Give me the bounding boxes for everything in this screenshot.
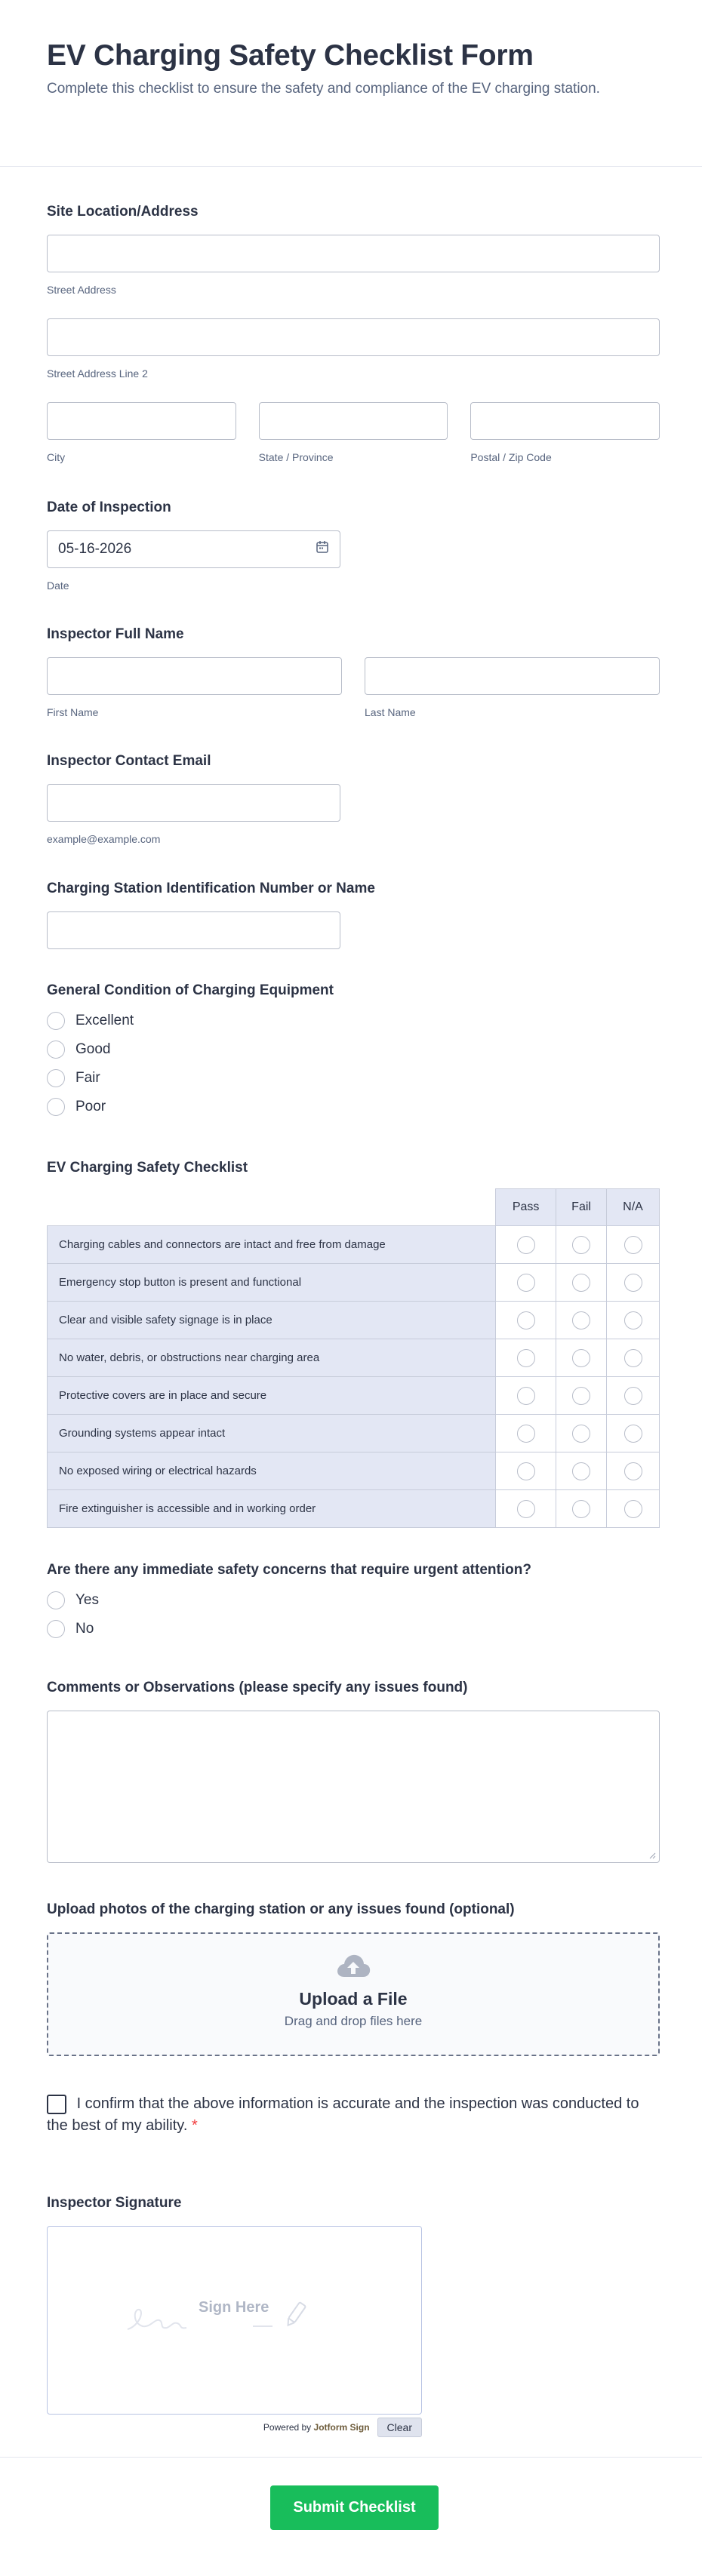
matrix-cell[interactable] [607,1302,660,1339]
matrix-body [48,1226,660,1528]
matrix-radio[interactable] [624,1236,642,1254]
street-address-line2-input[interactable] [47,318,660,356]
matrix-cell[interactable] [496,1452,556,1490]
matrix-cell[interactable] [556,1264,607,1302]
matrix-radio[interactable] [572,1311,590,1329]
state-input[interactable] [259,402,448,440]
matrix-cell[interactable] [496,1377,556,1415]
street-address-sublabel: Street Address [47,284,116,296]
calendar-icon[interactable] [316,540,329,558]
sign-here-placeholder: Sign Here [199,2299,269,2316]
matrix-row [48,1415,660,1452]
consent-field [47,2093,660,2137]
matrix-question: Clear and visible safety signage is in place [48,1302,496,1339]
form-footer [0,2457,702,2576]
zip-sublabel: Postal / Zip Code [470,451,552,463]
email-label: Inspector Contact Email [47,753,211,769]
signature-footer [47,2418,422,2437]
concerns-field [47,1560,660,1643]
name-row [47,657,660,719]
matrix-cell[interactable] [556,1415,607,1452]
matrix-row [48,1490,660,1528]
matrix-row [48,1377,660,1415]
matrix-header-na: N/A [607,1189,660,1226]
checklist-matrix [47,1188,660,1528]
matrix-cell[interactable] [496,1302,556,1339]
matrix-radio[interactable] [624,1462,642,1480]
radio-label-fair: Fair [75,1070,100,1086]
matrix-header-blank [48,1189,496,1226]
matrix-radio[interactable] [517,1274,535,1292]
matrix-cell[interactable] [496,1415,556,1452]
matrix-question: No water, debris, or obstructions near charging area [48,1339,496,1377]
matrix-radio[interactable] [624,1387,642,1405]
powered-by [263,2422,370,2433]
last-name-sublabel: Last Name [365,706,416,718]
form-header [0,0,702,167]
station-id-field [47,879,660,949]
first-name-sublabel: First Name [47,706,99,718]
email-sublabel: example@example.com [47,833,161,845]
matrix-radio[interactable] [624,1349,642,1367]
first-name-input[interactable] [47,657,342,695]
matrix-radio[interactable] [572,1387,590,1405]
radio-excellent[interactable] [47,1012,65,1030]
matrix-radio[interactable] [572,1462,590,1480]
powered-brand: Jotform Sign [313,2422,370,2433]
street-address-input[interactable] [47,235,660,272]
powered-prefix: Powered by [263,2422,312,2433]
required-mark: * [191,2117,198,2134]
matrix-question: Protective covers are in place and secure [48,1377,496,1415]
matrix-radio[interactable] [572,1236,590,1254]
matrix-cell[interactable] [496,1264,556,1302]
checklist-field [47,1158,660,1528]
concerns-option-no[interactable] [47,1615,660,1643]
consent-text: I confirm that the above information is accurate and the inspection was conducted to the best of my ability. [47,2095,639,2134]
address-label: Site Location/Address [47,204,199,220]
matrix-header-pass: Pass [496,1189,556,1226]
comments-field [47,1678,660,1863]
matrix-cell[interactable] [496,1226,556,1264]
signature-label: Inspector Signature [47,2195,182,2211]
matrix-cell[interactable] [496,1490,556,1528]
matrix-cell[interactable] [607,1264,660,1302]
matrix-row [48,1226,660,1264]
condition-option-good[interactable] [47,1035,660,1064]
condition-option-excellent[interactable] [47,1007,660,1035]
concerns-options [47,1586,660,1643]
form-subtitle: Complete this checklist to ensure the safety and compliance of the EV charging station. [47,81,600,97]
zip-input[interactable] [470,402,660,440]
matrix-cell[interactable] [556,1452,607,1490]
city-sublabel: City [47,451,66,463]
submit-button[interactable]: Submit Checklist [270,2485,439,2530]
matrix-radio[interactable] [572,1349,590,1367]
matrix-radio[interactable] [517,1387,535,1405]
matrix-header-row [48,1189,660,1226]
clear-signature-button[interactable]: Clear [377,2418,422,2437]
date-value: 05-16-2026 [58,541,132,557]
matrix-cell[interactable] [556,1339,607,1377]
matrix-radio[interactable] [624,1500,642,1518]
radio-label-poor: Poor [75,1099,106,1114]
matrix-cell[interactable] [607,1490,660,1528]
city-group [47,402,236,464]
matrix-cell[interactable] [556,1377,607,1415]
street-address-line2-sublabel: Street Address Line 2 [47,367,148,380]
signature-field [47,2193,660,2437]
comments-label: Comments or Observations (please specify any issues found) [47,1680,468,1695]
city-state-zip-row [47,402,660,464]
matrix-cell[interactable] [607,1377,660,1415]
station-id-label: Charging Station Identification Number or Name [47,881,375,896]
form-title: EV Charging Safety Checklist Form [47,39,534,72]
state-group [259,402,448,464]
matrix-row [48,1302,660,1339]
first-name-group [47,657,342,719]
matrix-radio[interactable] [624,1425,642,1443]
condition-field [47,981,660,1121]
checklist-label: EV Charging Safety Checklist [47,1160,248,1176]
matrix-cell[interactable] [556,1490,607,1528]
condition-option-poor[interactable] [47,1093,660,1121]
radio-label-excellent: Excellent [75,1013,134,1028]
matrix-header-fail: Fail [556,1189,607,1226]
radio-fair[interactable] [47,1069,65,1087]
comments-textarea[interactable] [47,1711,660,1863]
matrix-radio[interactable] [572,1425,590,1443]
radio-good[interactable] [47,1041,65,1059]
radio-poor[interactable] [47,1098,65,1116]
matrix-cell[interactable] [556,1302,607,1339]
matrix-radio[interactable] [517,1425,535,1443]
city-input[interactable] [47,402,236,440]
zip-group [470,402,660,464]
matrix-radio[interactable] [517,1462,535,1480]
matrix-cell[interactable] [607,1226,660,1264]
email-field-group [47,752,660,846]
condition-options [47,1007,660,1121]
radio-label-yes: Yes [75,1592,99,1608]
inspector-name-label: Inspector Full Name [47,626,184,642]
date-sublabel: Date [47,579,69,592]
email-input[interactable] [47,784,340,822]
date-field [47,498,660,592]
date-label: Date of Inspection [47,500,171,515]
matrix-question: Fire extinguisher is accessible and in working order [48,1490,496,1528]
matrix-row [48,1452,660,1490]
matrix-cell[interactable] [556,1226,607,1264]
radio-label-no: No [75,1621,94,1637]
condition-option-fair[interactable] [47,1064,660,1093]
last-name-input[interactable] [365,657,660,695]
concerns-label: Are there any immediate safety concerns that require urgent attention? [47,1562,531,1578]
inspector-name-field [47,625,660,719]
radio-label-good: Good [75,1041,111,1057]
station-id-input[interactable] [47,911,340,949]
upload-title: Upload a File [299,1989,408,2009]
matrix-question: No exposed wiring or electrical hazards [48,1452,496,1490]
state-sublabel: State / Province [258,451,334,463]
date-input[interactable] [47,530,340,568]
consent-checkbox[interactable] [47,2095,66,2114]
radio-yes[interactable] [47,1591,65,1609]
condition-label: General Condition of Charging Equipment [47,982,334,998]
address-field [47,202,660,464]
matrix-question: Emergency stop button is present and functional [48,1264,496,1302]
last-name-group [365,657,660,719]
upload-field [47,1900,660,2056]
matrix-radio[interactable] [624,1311,642,1329]
resize-handle-icon[interactable] [648,1852,656,1859]
cloud-upload-icon [334,1969,372,1982]
matrix-row [48,1339,660,1377]
signature-pad[interactable] [47,2226,422,2415]
upload-subtitle: Drag and drop files here [284,2014,423,2028]
consent-text-block [47,2093,660,2137]
matrix-radio[interactable] [517,1236,535,1254]
matrix-radio[interactable] [517,1311,535,1329]
matrix-cell[interactable] [607,1415,660,1452]
concerns-option-yes[interactable] [47,1586,660,1615]
matrix-radio[interactable] [572,1274,590,1292]
matrix-radio[interactable] [624,1274,642,1292]
matrix-question: Charging cables and connectors are intact and free from damage [48,1226,496,1264]
upload-dropzone[interactable] [47,1932,660,2056]
matrix-radio[interactable] [572,1500,590,1518]
upload-label: Upload photos of the charging station or any issues found (optional) [47,1901,515,1917]
matrix-radio[interactable] [517,1349,535,1367]
matrix-cell[interactable] [496,1339,556,1377]
matrix-radio[interactable] [517,1500,535,1518]
matrix-row [48,1264,660,1302]
matrix-question: Grounding systems appear intact [48,1415,496,1452]
matrix-cell[interactable] [607,1339,660,1377]
matrix-cell[interactable] [607,1452,660,1490]
radio-no[interactable] [47,1620,65,1638]
